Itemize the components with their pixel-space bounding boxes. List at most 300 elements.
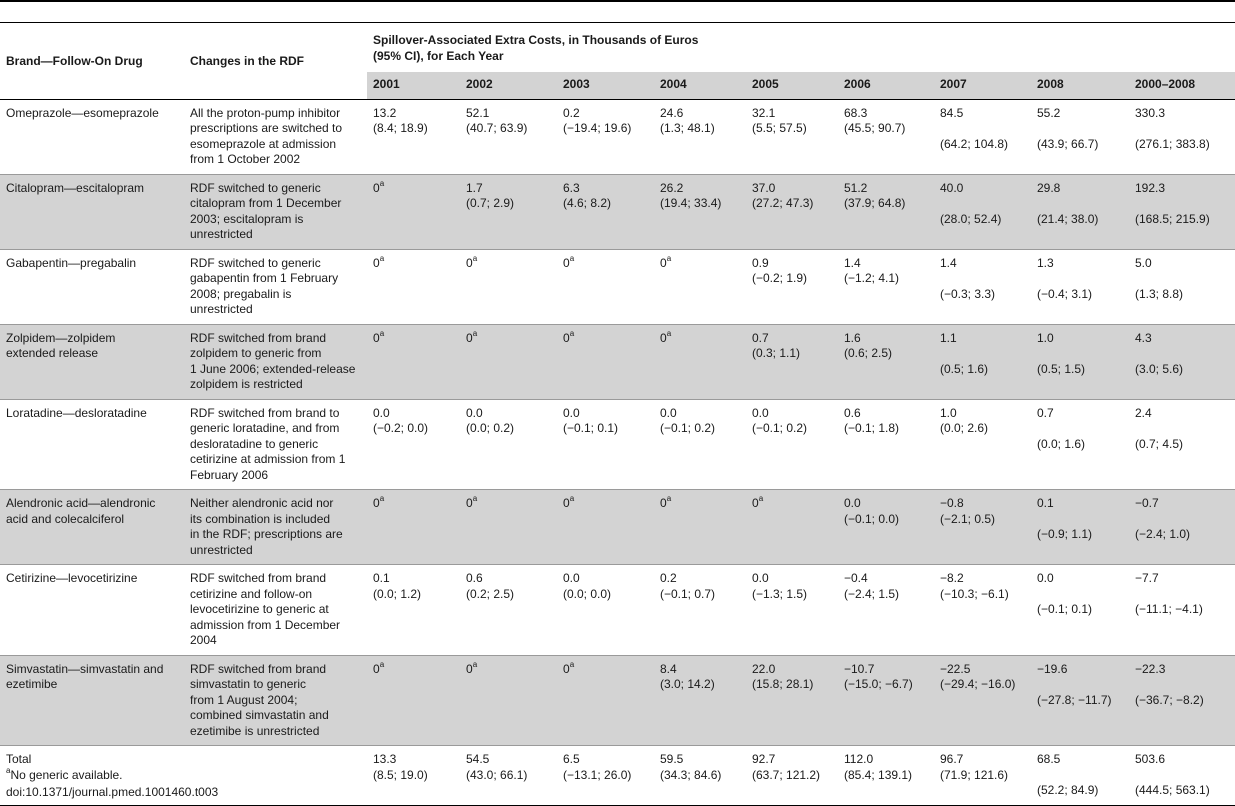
cost-value: 0.0 <box>660 405 677 420</box>
costs-heading-line-1: Spillover-Associated Extra Costs, in Thousands of Euros <box>373 33 699 47</box>
cost-value: 0.6 <box>844 405 861 420</box>
cost-cell <box>654 174 746 249</box>
spacer <box>1135 346 1235 362</box>
brand-text: Total <box>6 752 32 766</box>
footnote-marker: a <box>472 659 478 669</box>
cost-value-line <box>1135 256 1235 272</box>
cost-cell <box>654 655 746 746</box>
cost-value-line <box>1037 571 1129 587</box>
cost-value-line <box>844 331 934 347</box>
cost-value: 0.0 <box>373 405 390 420</box>
confidence-interval: (−13.1; 26.0) <box>563 767 632 782</box>
footnote-marker: a <box>379 494 385 503</box>
cost-cell <box>838 99 934 174</box>
confidence-interval: (0.5; 1.5) <box>1037 361 1086 376</box>
cost-value-line <box>752 571 838 587</box>
confidence-interval: (0.0; 2.6) <box>940 421 989 435</box>
cost-value: 2.4 <box>1135 405 1152 420</box>
cost-cell <box>838 174 934 249</box>
cost-value-line <box>752 256 838 272</box>
cost-cell <box>838 746 934 806</box>
cost-value: −0.4 <box>844 571 868 585</box>
cost-cell <box>1129 655 1235 746</box>
cost-value: 4.3 <box>1135 330 1152 345</box>
spacer <box>1037 121 1129 137</box>
table-row <box>0 655 1235 746</box>
cost-value: 92.7 <box>752 752 776 766</box>
confidence-interval: (−29.4; −16.0) <box>940 677 1016 691</box>
cost-value-line <box>466 328 557 347</box>
confidence-interval: (85.4; 139.1) <box>844 767 913 782</box>
cost-value-line <box>563 181 654 197</box>
cost-value: 0.7 <box>1037 405 1054 420</box>
cost-cell <box>1031 399 1129 490</box>
footnote-marker: a <box>379 253 385 263</box>
cost-cell <box>460 399 557 490</box>
cost-value-line <box>1135 496 1235 512</box>
cost-cell <box>557 99 654 174</box>
cost-value: 0 <box>563 496 570 510</box>
cost-value: 0 <box>466 496 473 510</box>
cost-value-line <box>466 181 557 197</box>
confidence-interval: (−0.9; 1.1) <box>1037 527 1093 541</box>
cost-value-line <box>1037 181 1129 197</box>
changes-cell <box>184 655 367 746</box>
footnote-marker: a <box>666 253 672 263</box>
footnote-marker: a <box>6 766 11 775</box>
cost-cell <box>460 324 557 399</box>
spacer <box>940 121 1031 137</box>
cost-value-line <box>844 106 934 122</box>
confidence-interval: (168.5; 215.9) <box>1135 211 1210 226</box>
cost-value: 0 <box>466 661 473 676</box>
confidence-interval: (27.2; 47.3) <box>752 196 814 210</box>
cost-cell <box>654 324 746 399</box>
cost-value: 0 <box>373 180 380 195</box>
cost-value: 0.0 <box>752 405 769 420</box>
cost-value-line <box>752 106 838 122</box>
cost-value-line <box>1135 752 1235 768</box>
confidence-interval: (−1.2; 4.1) <box>844 271 900 285</box>
brand-text: extended release <box>6 346 99 360</box>
spacer <box>1037 677 1129 693</box>
cost-value-line <box>563 106 654 122</box>
cost-value: 0 <box>563 661 570 676</box>
changes-text: cetirizine at admission from 1 <box>190 452 346 466</box>
changes-text: cetirizine and follow-on <box>190 586 313 601</box>
year-header: 2005 <box>746 72 838 99</box>
changes-cell <box>184 324 367 399</box>
brand-text: ezetimibe <box>6 677 58 691</box>
spacer <box>1037 587 1129 603</box>
header-row <box>0 23 1235 73</box>
cost-cell <box>1129 324 1235 399</box>
changes-text: RDF switched from brand <box>190 330 327 345</box>
confidence-interval: (1.3; 48.1) <box>660 121 715 135</box>
changes-text: its combination is included <box>190 511 331 526</box>
cost-value: 1.0 <box>940 405 957 420</box>
changes-text: from 1 August 2004; <box>190 692 298 707</box>
cost-value: 0.0 <box>563 571 580 585</box>
cost-value-line <box>940 256 1031 272</box>
confidence-interval: (−0.1; 0.0) <box>844 511 900 526</box>
confidence-interval: (−11.1; −4.1) <box>1135 602 1203 616</box>
cost-value: 0 <box>660 255 667 270</box>
cost-cell <box>367 99 460 174</box>
confidence-interval: (0.6; 2.5) <box>844 346 893 360</box>
cost-value-line <box>563 406 654 422</box>
cost-cell <box>1129 399 1235 490</box>
cost-value-line <box>373 752 460 768</box>
cost-value: 96.7 <box>940 752 964 766</box>
changes-cell <box>184 399 367 490</box>
brand-cell <box>0 174 184 249</box>
cost-value: 6.3 <box>563 180 580 195</box>
cost-value-line <box>466 571 557 587</box>
cost-cell <box>1031 174 1129 249</box>
cost-value-line <box>373 328 460 347</box>
confidence-interval: (0.3; 1.1) <box>752 346 801 360</box>
confidence-interval: (64.2; 104.8) <box>940 136 1009 151</box>
cost-value: −22.3 <box>1135 661 1166 676</box>
cost-cell <box>367 490 460 565</box>
brand-cell <box>0 324 184 399</box>
confidence-interval: (−0.1; 0.7) <box>660 586 716 601</box>
cost-value-line <box>844 662 934 678</box>
footnote-marker: a <box>666 494 672 503</box>
column-header-costs <box>367 23 1235 73</box>
cost-cell <box>934 565 1031 656</box>
confidence-interval: (−0.4; 3.1) <box>1037 286 1093 301</box>
cost-cell <box>654 249 746 324</box>
cost-value-line <box>373 571 460 587</box>
cost-cell <box>746 99 838 174</box>
cost-value: −22.5 <box>940 661 971 676</box>
changes-text: 1 June 2006; extended-release <box>190 361 356 376</box>
footnote-marker: a <box>379 659 385 669</box>
changes-text: admission from 1 December <box>190 617 341 632</box>
cost-value-line <box>466 406 557 422</box>
cost-cell <box>460 565 557 656</box>
cost-value-line <box>563 571 654 587</box>
cost-value: 1.4 <box>844 255 861 270</box>
cost-value: −7.7 <box>1135 571 1159 585</box>
confidence-interval: (3.0; 14.2) <box>660 677 715 691</box>
column-header-changes: Changes in the RDF <box>184 23 367 100</box>
cost-value: 84.5 <box>940 105 964 120</box>
changes-text: zolpidem to generic from <box>190 346 322 360</box>
cost-cell <box>838 490 934 565</box>
cost-value: 59.5 <box>660 752 684 766</box>
footnote-marker: a <box>569 494 575 503</box>
cost-cell <box>367 655 460 746</box>
changes-text: unrestricted <box>190 227 253 241</box>
year-header: 2000–2008 <box>1129 72 1235 99</box>
changes-text: All the proton-pump inhibitor <box>190 105 341 120</box>
cost-value-line <box>940 406 1031 422</box>
footnote-marker: a <box>379 178 385 188</box>
confidence-interval: (71.9; 121.6) <box>940 767 1009 782</box>
cost-cell <box>838 399 934 490</box>
cost-value: 1.4 <box>940 255 957 270</box>
cost-cell <box>654 565 746 656</box>
changes-text: from 1 October 2002 <box>190 152 301 166</box>
cost-cell <box>838 655 934 746</box>
cost-value: 51.2 <box>844 180 868 195</box>
cost-value-line <box>660 662 746 678</box>
cost-value: 0 <box>660 330 667 345</box>
confidence-interval: (−0.1; 1.8) <box>844 421 900 435</box>
cost-value-line <box>940 106 1031 122</box>
cost-cell <box>654 399 746 490</box>
brand-text: Loratadine—desloratadine <box>6 405 147 420</box>
doi-text: doi:10.1371/journal.pmed.1001460.t003 <box>6 785 219 799</box>
cost-value-line <box>373 659 460 678</box>
cost-cell <box>654 746 746 806</box>
cost-value: 68.5 <box>1037 752 1061 766</box>
cost-value-line <box>844 256 934 272</box>
cost-value-line <box>373 253 460 272</box>
cost-cell <box>460 174 557 249</box>
cost-value: 55.2 <box>1037 105 1061 120</box>
confidence-interval: (40.7; 63.9) <box>466 121 528 135</box>
table-row <box>0 490 1235 565</box>
brand-text: acid and colecalciferol <box>6 511 125 526</box>
cost-value: 29.8 <box>1037 180 1061 195</box>
cost-value-line <box>466 253 557 272</box>
cost-value: 503.6 <box>1135 752 1166 766</box>
cost-cell <box>746 490 838 565</box>
cost-value-line <box>940 331 1031 347</box>
confidence-interval: (37.9; 64.8) <box>844 196 906 210</box>
brand-text: Simvastatin—simvastatin and <box>6 661 164 676</box>
confidence-interval: (28.0; 52.4) <box>940 211 1002 226</box>
table-row <box>0 99 1235 174</box>
spacer <box>1135 121 1235 137</box>
cost-value-line <box>660 496 746 512</box>
cost-cell <box>1031 490 1129 565</box>
footnote-marker: a <box>758 494 764 503</box>
year-header: 2008 <box>1031 72 1129 99</box>
footnote-marker: a <box>666 328 672 338</box>
cost-value-line <box>466 752 557 768</box>
cost-cell <box>1031 565 1129 656</box>
cost-value-line <box>660 406 746 422</box>
table-body <box>0 99 1235 805</box>
confidence-interval: (45.5; 90.7) <box>844 121 906 135</box>
changes-text: RDF switched from brand <box>190 571 327 585</box>
spacer <box>1135 421 1235 437</box>
cost-cell <box>460 99 557 174</box>
cost-value-line <box>940 662 1031 678</box>
cost-cell <box>746 565 838 656</box>
cost-value-line <box>466 496 557 512</box>
footnote-marker: a <box>472 494 478 503</box>
costs-heading-line-2: (95% CI), for Each Year <box>373 48 504 63</box>
cost-value-line <box>1037 752 1129 768</box>
brand-text: Citalopram—escitalopram <box>6 180 145 195</box>
cost-value: 0.1 <box>1037 496 1054 510</box>
spacer <box>1037 512 1129 528</box>
cost-value-line <box>660 328 746 347</box>
brand-cell <box>0 565 184 656</box>
cost-value: 0.0 <box>752 571 769 585</box>
cost-value-line <box>660 571 746 587</box>
cost-cell <box>557 324 654 399</box>
cost-value: 54.5 <box>466 752 490 766</box>
cost-cell <box>1031 324 1129 399</box>
confidence-interval: (−0.1; 0.2) <box>660 421 716 435</box>
confidence-interval: (−0.3; 3.3) <box>940 286 996 301</box>
confidence-interval: (444.5; 563.1) <box>1135 783 1210 797</box>
cost-value-line <box>563 659 654 678</box>
cost-cell <box>746 655 838 746</box>
cost-value: 0.0 <box>844 496 861 510</box>
cost-cell <box>460 746 557 806</box>
confidence-interval: (−15.0; −6.7) <box>844 677 913 691</box>
changes-text: desloratadine to generic <box>190 436 319 451</box>
cost-cell <box>557 746 654 806</box>
spacer <box>1135 677 1235 693</box>
cost-value: 0.0 <box>466 405 483 420</box>
footnote-text: No generic available. <box>10 768 123 782</box>
brand-cell <box>0 399 184 490</box>
cost-value: −19.6 <box>1037 661 1068 676</box>
cost-value-line <box>466 106 557 122</box>
confidence-interval: (1.3; 8.8) <box>1135 286 1184 301</box>
cost-value-line <box>373 496 460 512</box>
cost-cell <box>557 249 654 324</box>
table-row <box>0 324 1235 399</box>
cost-value: 0 <box>752 496 759 510</box>
spacer <box>1037 271 1129 287</box>
cost-value-line <box>1037 256 1129 272</box>
cost-value: 0 <box>373 496 380 510</box>
cost-value: 6.5 <box>563 752 580 766</box>
confidence-interval: (−2.1; 0.5) <box>940 511 996 526</box>
cost-cell <box>746 324 838 399</box>
footnote-marker: a <box>472 328 478 338</box>
confidence-interval: (−2.4; 1.0) <box>1135 527 1191 541</box>
cost-value-line <box>752 496 838 512</box>
cost-cell <box>557 490 654 565</box>
cost-cell <box>460 490 557 565</box>
cost-value-line <box>466 659 557 678</box>
confidence-interval: (276.1; 383.8) <box>1135 136 1210 151</box>
cost-value-line <box>1037 406 1129 422</box>
table-row <box>0 174 1235 249</box>
confidence-interval: (0.5; 1.6) <box>940 361 989 376</box>
confidence-interval: (63.7; 121.2) <box>752 767 821 782</box>
changes-cell <box>184 249 367 324</box>
cost-cell <box>1031 655 1129 746</box>
cost-cell <box>934 490 1031 565</box>
changes-cell <box>184 174 367 249</box>
cost-value-line <box>940 752 1031 768</box>
cost-cell <box>838 324 934 399</box>
brand-cell <box>0 99 184 174</box>
cost-value: 68.3 <box>844 105 868 120</box>
changes-text: RDF switched from brand <box>190 661 327 676</box>
changes-text: ezetimibe is unrestricted <box>190 723 320 738</box>
cost-value: 1.7 <box>466 180 483 195</box>
changes-text: combined simvastatin and <box>190 708 329 722</box>
cost-value: 40.0 <box>940 180 964 195</box>
cost-value-line <box>563 752 654 768</box>
brand-cell <box>0 490 184 565</box>
cost-cell <box>557 565 654 656</box>
changes-text: gabapentin from 1 February <box>190 271 339 285</box>
footnote-marker: a <box>569 328 575 338</box>
cost-value: 0 <box>373 661 380 676</box>
spacer <box>1135 271 1235 287</box>
changes-text: unrestricted <box>190 542 253 557</box>
changes-text: zolpidem is restricted <box>190 377 303 391</box>
cost-cell <box>367 324 460 399</box>
cost-value: 0 <box>466 330 473 345</box>
cost-cell <box>1129 565 1235 656</box>
cost-cell <box>838 249 934 324</box>
cost-value-line <box>1037 331 1129 347</box>
year-header: 2006 <box>838 72 934 99</box>
confidence-interval: (0.0; 1.6) <box>1037 436 1086 451</box>
footnote-marker: a <box>569 253 575 263</box>
changes-text: 2004 <box>190 633 217 647</box>
cost-value-line <box>1037 662 1129 678</box>
changes-text: Neither alendronic acid nor <box>190 496 334 510</box>
cost-value: 8.4 <box>660 661 677 676</box>
confidence-interval: (0.2; 2.5) <box>466 586 515 601</box>
cost-value-line <box>563 328 654 347</box>
cost-value: 0 <box>373 330 380 345</box>
cost-value-line <box>844 752 934 768</box>
table-row <box>0 565 1235 656</box>
cost-value: 1.6 <box>844 330 861 345</box>
cost-value: −0.8 <box>940 496 964 510</box>
spacer <box>1135 768 1235 784</box>
cost-cell <box>934 174 1031 249</box>
confidence-interval: (−0.2; 1.9) <box>752 271 808 285</box>
brand-cell <box>0 655 184 746</box>
cost-value: 24.6 <box>660 105 684 120</box>
spacer <box>940 271 1031 287</box>
changes-text: RDF switched to generic <box>190 255 321 270</box>
changes-text: in the RDF; prescriptions are <box>190 527 343 541</box>
footnote-marker: a <box>379 328 385 338</box>
cost-value-line <box>373 178 460 197</box>
cost-value-line <box>1135 181 1235 197</box>
cost-value: 0 <box>563 255 570 270</box>
cost-value-line <box>1037 496 1129 512</box>
cost-value: 13.2 <box>373 105 397 120</box>
cost-value-line <box>660 253 746 272</box>
brand-cell <box>0 249 184 324</box>
cost-value-line <box>373 106 460 122</box>
confidence-interval: (8.4; 18.9) <box>373 121 428 135</box>
cost-value-line <box>752 181 838 197</box>
spacer <box>1135 196 1235 212</box>
cost-value-line <box>844 181 934 197</box>
confidence-interval: (−0.1; 0.1) <box>1037 602 1093 616</box>
cost-cell <box>557 174 654 249</box>
cost-value-line <box>1135 571 1235 587</box>
spacer <box>940 196 1031 212</box>
footnote-marker: a <box>569 659 575 669</box>
confidence-interval: (0.0; 1.2) <box>373 586 422 601</box>
cost-cell <box>1129 746 1235 806</box>
cost-cell <box>934 99 1031 174</box>
year-header: 2004 <box>654 72 746 99</box>
